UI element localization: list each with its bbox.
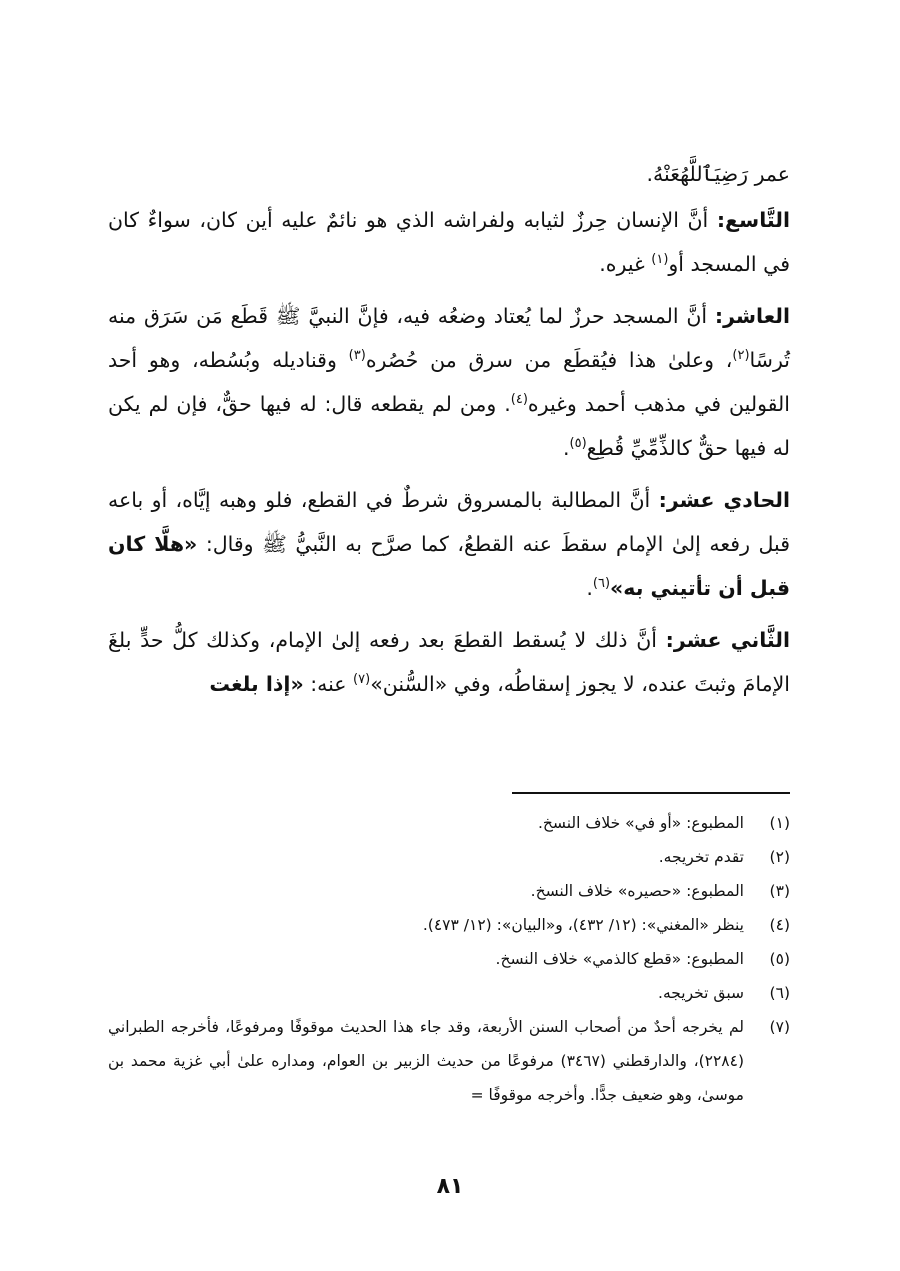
paragraph-text: عنه:	[303, 672, 354, 696]
footnote-number: (٧)	[769, 1018, 790, 1036]
footnotes-list	[108, 806, 790, 1112]
continuation-text: عمر رَضِيَٱللَّهُعَنْهُ.	[646, 162, 790, 186]
footnote-item	[108, 874, 790, 908]
paragraph-ninth	[108, 198, 790, 286]
footnote-text: سبق تخريجه.	[658, 984, 744, 1002]
footnote-number: (٥)	[769, 950, 790, 968]
footnote-number: (٤)	[769, 916, 790, 934]
paragraph-lead-tenth: العاشر:	[714, 304, 790, 328]
footnote-text: ينظر «المغني»: (١٢/ ٤٣٢)، و«البيان»: (١٢/ ٤٧٣).	[422, 916, 744, 934]
footnote-item	[108, 976, 790, 1010]
paragraph-text: غيره.	[599, 252, 652, 276]
paragraph-text: ، وعلىٰ هذا فيُقطَع من سرق من حُصُره	[365, 348, 733, 372]
paragraph-eleventh	[108, 478, 790, 610]
footnote-item	[108, 806, 790, 840]
footnote-number: (٣)	[769, 882, 790, 900]
footnote-marker: (١)	[651, 252, 669, 268]
paragraph-text: أنَّ المطالبة بالمسروق شرطٌ في القطع، فلو وهبه إيَّاه، أو باعه قبل رفعه إلىٰ الإمام سقطَ عنه القطعُ، كما صرَّح به النَّبيُّ ﷺ وقال:	[108, 488, 791, 556]
paragraph-lead-twelfth: الثَّاني عشر:	[665, 628, 790, 652]
paragraph-tenth	[108, 294, 790, 470]
paragraph-lead-eleventh: الحادي عشر:	[658, 488, 790, 512]
paragraph-continuation	[108, 152, 790, 196]
footnote-number: (١)	[769, 814, 790, 832]
paragraph-text: وقناديله وبُسُطه، وهو أحد القولين في مذهب أحمد وغيره	[108, 348, 790, 416]
footnote-marker: (٢)	[732, 348, 750, 364]
footnote-item	[108, 1010, 790, 1112]
footnote-item	[108, 840, 790, 874]
footnote-number: (٦)	[769, 984, 790, 1002]
footnote-number: (٢)	[769, 848, 790, 866]
footnote-marker: (٤)	[510, 392, 528, 408]
footnote-marker: (٧)	[353, 672, 371, 688]
paragraph-text: .	[562, 436, 570, 460]
paragraph-text: أنَّ ذلك لا يُسقط القطعَ بعد رفعه إلىٰ الإمام، وكذلك كلُّ حدٍّ بلغَ الإمامَ وثبتَ عنده، لا يجوز إسقاطُه، وفي «السُّنن»	[108, 628, 790, 696]
footnote-text: المطبوع: «قطع كالذمي» خلاف النسخ.	[495, 950, 744, 968]
paragraph-text: أنَّ الإنسان حِرزٌ لثيابه ولفراشه الذي هو نائمٌ عليه أين كان، سواءٌ كان في المسجد أو	[108, 208, 790, 276]
paragraph-text: أنَّ المسجد حرزٌ لما يُعتاد وضعُه فيه، فإنَّ النبيَّ ﷺ قَطَع مَن سَرَق منه تُرسًا	[108, 304, 790, 372]
paragraph-text: .	[586, 576, 593, 600]
page-number: ٨١	[436, 1174, 464, 1199]
footnote-text: تقدم تخريجه.	[658, 848, 744, 866]
hadith-quote: «إذا بلغت	[209, 672, 304, 696]
hadith-quote: «هلَّا كان قبل أن تأتيني به»	[108, 532, 790, 600]
footnote-text: المطبوع: «حصيره» خلاف النسخ.	[530, 882, 744, 900]
paragraph-lead-ninth: التَّاسع:	[716, 208, 790, 232]
paragraph-twelfth	[108, 618, 790, 706]
footnote-marker: (٥)	[569, 436, 587, 452]
footnote-marker: (٦)	[592, 576, 611, 592]
footnote-item	[108, 908, 790, 942]
footnote-item	[108, 942, 790, 976]
footnote-marker: (٣)	[348, 348, 366, 364]
footnote-text: المطبوع: «أو في» خلاف النسخ.	[537, 814, 744, 832]
footnote-separator	[512, 792, 790, 794]
paragraph-text: . ومن لم يقطعه قال: له فيها حقٌّ، فإن لم يكن له فيها حقٌّ كالذِّمِّيِّ قُطِع	[108, 392, 790, 460]
footnote-text: لم يخرجه أحدٌ من أصحاب السنن الأربعة، وقد جاء هذا الحديث موقوفًا ومرفوعًا، فأخرجه الطبراني (٢٢٨٤)، والدارقطني (٣٤٦٧) مرفوعًا من حديث الزبير بن العوام، ومداره علىٰ أبي غزية محمد بن موسىٰ، وهو ضعيف جدًّا. وأخرجه موقوفًا =	[108, 1018, 744, 1104]
main-text	[108, 152, 790, 714]
